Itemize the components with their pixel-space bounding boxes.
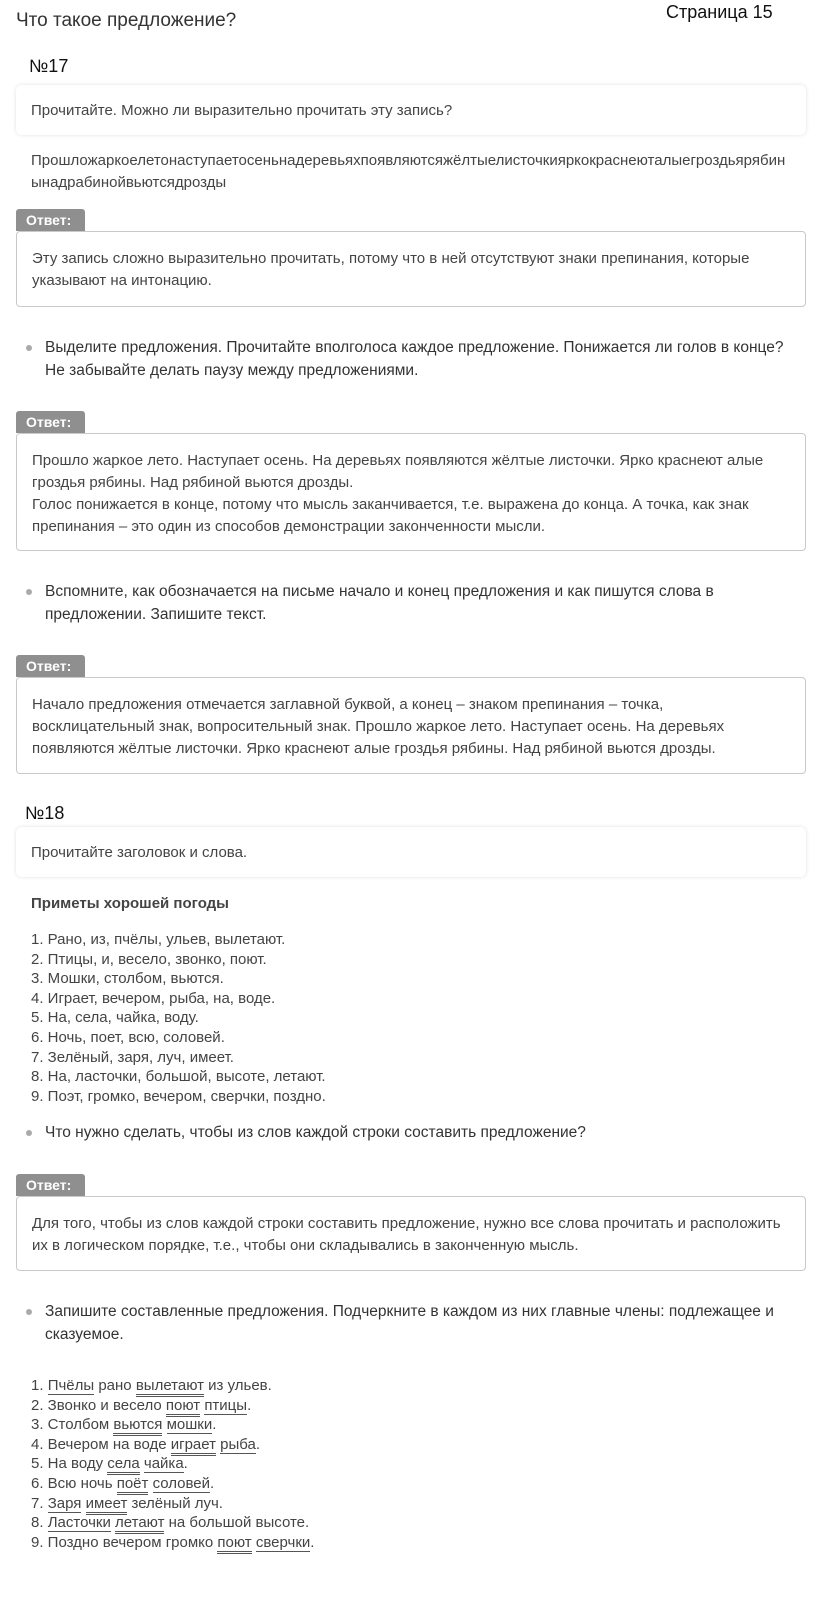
- list-item: [31, 1415, 314, 1435]
- sentences-list: [31, 1376, 314, 1552]
- predicate-word: летают: [115, 1514, 164, 1534]
- task-18-number: №18: [25, 803, 65, 823]
- word-lines-list: [31, 930, 326, 1106]
- sentence-text: 1.: [31, 1377, 48, 1394]
- list-item: 1. Рано, из, пчёлы, ульев, вылетают.: [31, 931, 286, 948]
- task-17-text: Прошложаркоелетонаступаетосеньнадеревьяхпоявляютсяжёлтыелисточкияркокраснеюталыегроздьярябинынадрабинойвьютсядрозды: [31, 152, 786, 191]
- subject-word: Заря: [47, 1494, 82, 1512]
- sentence-text: на большой высоте.: [164, 1514, 310, 1532]
- task-17-number: №17: [29, 56, 69, 76]
- list-item: [31, 1513, 314, 1533]
- bullet-dot: [26, 345, 32, 351]
- sentence-text: 7.: [31, 1494, 48, 1512]
- task-18-prompt-card: [16, 827, 806, 877]
- answer-text-line-1: Прошло жаркое лето. Наступает осень. На деревьях появляются жёлтые листочки. Ярко краснеют алые гроздья рябины. Над рябиной вьются дрозды.: [32, 452, 764, 491]
- predicate-word: имеет: [86, 1495, 128, 1515]
- predicate-word: играет: [171, 1436, 216, 1456]
- sentence-text: .: [183, 1455, 188, 1473]
- sentence-text: .: [210, 1474, 215, 1492]
- list-item: 8. На, ласточки, большой, высоте, летают.: [31, 1068, 326, 1086]
- list-item: [31, 1396, 314, 1416]
- bullet-dot: [26, 589, 32, 595]
- list-item: [31, 1454, 314, 1474]
- question-18-2: [26, 1300, 796, 1346]
- answer-text-line-2: Голос понижается в конце, потому что мысль заканчивается, т.е. выражена до конца. А точка, как знак препинания – это один из способов демонстрации законченности мысли.: [32, 496, 749, 535]
- answer-label: Ответ:: [16, 411, 85, 433]
- task-17-prompt-card: [16, 85, 806, 135]
- subject-word: рыба: [220, 1435, 256, 1453]
- page-number: Страница 15: [666, 2, 773, 22]
- question-17-3: [26, 580, 796, 626]
- sentence-text: из ульев.: [204, 1377, 272, 1394]
- subject-word: Ласточки: [47, 1514, 111, 1532]
- predicate-word: поёт: [117, 1475, 149, 1495]
- list-item: [31, 1494, 314, 1514]
- list-item: [31, 1533, 314, 1553]
- list-item: [31, 1435, 314, 1455]
- question-text: Вспомните, как обозначается на письме начало и конец предложения и как пишутся слова в предложении. Запишите текст.: [45, 583, 714, 623]
- subject-word: сверчки: [255, 1533, 311, 1551]
- answer-box-17-1: [16, 231, 806, 307]
- bullet-dot: [26, 1130, 32, 1136]
- sentence-text: .: [247, 1396, 252, 1414]
- question-text: Что нужно сделать, чтобы из слов каждой строки составить предложение?: [45, 1124, 586, 1141]
- answer-text: Эту запись сложно выразительно прочитать, потому что в ней отсутствуют знаки препинания, которые указывают на интонацию.: [32, 250, 750, 289]
- sentence-text: рано: [94, 1377, 136, 1394]
- question-text: Запишите составленные предложения. Подчеркните в каждом из них главные члены: подлежащее и сказуемое.: [45, 1303, 774, 1343]
- answer-box-17-3: [16, 677, 806, 774]
- word-list-heading: Приметы хорошей погоды: [31, 895, 229, 912]
- question-text: Выделите предложения. Прочитайте вполголоса каждое предложение. Понижается ли голов в конце? Не забывайте делать паузу между предложениями.: [45, 339, 784, 379]
- sentence-text: .: [310, 1533, 315, 1551]
- sentence-text: [162, 1416, 166, 1433]
- sentence-text: 6. Всю ночь: [31, 1474, 117, 1492]
- question-17-2: [26, 336, 796, 382]
- predicate-word: поют: [217, 1534, 251, 1554]
- task-18-prompt: Прочитайте заголовок и слова.: [31, 843, 248, 861]
- sentence-text: 8.: [31, 1514, 48, 1532]
- list-item: [31, 1474, 314, 1494]
- answer-label: Ответ:: [16, 1174, 85, 1196]
- sentence-text: .: [255, 1435, 261, 1453]
- predicate-word: вьются: [113, 1416, 162, 1436]
- question-18-1: [26, 1121, 796, 1144]
- sentence-text: 9. Поздно вечером громко: [31, 1533, 218, 1551]
- subject-word: соловей: [152, 1474, 211, 1492]
- task-17-prompt: Прочитайте. Можно ли выразительно прочитать эту запись?: [31, 101, 453, 119]
- predicate-word: вылетают: [136, 1377, 204, 1397]
- sentence-text: [81, 1495, 85, 1512]
- sentence-text: 5. На воду: [31, 1455, 108, 1473]
- predicate-word: поют: [166, 1397, 200, 1417]
- answer-box-17-2: [16, 433, 806, 551]
- sentence-text: зелёный луч.: [127, 1494, 223, 1512]
- sentence-text: .: [212, 1416, 217, 1434]
- bullet-dot: [26, 1309, 32, 1315]
- page-title: Что такое предложение?: [16, 10, 237, 31]
- list-item: 4. Играет, вечером, рыба, на, воде.: [31, 989, 276, 1007]
- answer-label: Ответ:: [16, 209, 85, 231]
- answer-box-18-1: [16, 1196, 806, 1271]
- list-item: 3. Мошки, столбом, вьются.: [31, 970, 224, 988]
- list-item: 5. На, села, чайка, воду.: [31, 1009, 199, 1027]
- subject-word: чайка: [143, 1455, 184, 1473]
- subject-word: Пчёлы: [47, 1377, 95, 1394]
- subject-word: мошки: [166, 1416, 213, 1434]
- subject-word: птицы: [204, 1396, 248, 1414]
- list-item: 9. Поэт, громко, вечером, сверчки, поздно.: [31, 1087, 326, 1105]
- sentence-text: 2. Звонко и весело: [31, 1396, 166, 1414]
- predicate-word: села: [107, 1455, 139, 1475]
- sentence-text: 4. Вечером на воде: [31, 1435, 171, 1453]
- answer-text: Для того, чтобы из слов каждой строки составить предложение, нужно все слова прочитать и расположить их в логическом порядке, т.е., чтобы они складывались в законченную мысль.: [32, 1215, 781, 1254]
- answer-label: Ответ:: [16, 655, 85, 677]
- list-item: 7. Зелёный, заря, луч, имеет.: [31, 1048, 234, 1066]
- sentence-text: 3. Столбом: [31, 1416, 114, 1434]
- list-item: 6. Ночь, поет, всю, соловей.: [31, 1028, 225, 1046]
- answer-text: Начало предложения отмечается заглавной буквой, а конец – знаком препинания – точка, восклицательный знак, вопросительный знак. Прошло жаркое лето. Наступает осень. На деревьях появляются жёлтые листочки. Ярко краснеют алые гроздья рябины. Над рябиной вьются дрозды.: [32, 696, 725, 757]
- list-item: [31, 1376, 314, 1396]
- sentence-text: [148, 1475, 152, 1492]
- list-item: 2. Птицы, и, весело, звонко, поют.: [31, 950, 267, 968]
